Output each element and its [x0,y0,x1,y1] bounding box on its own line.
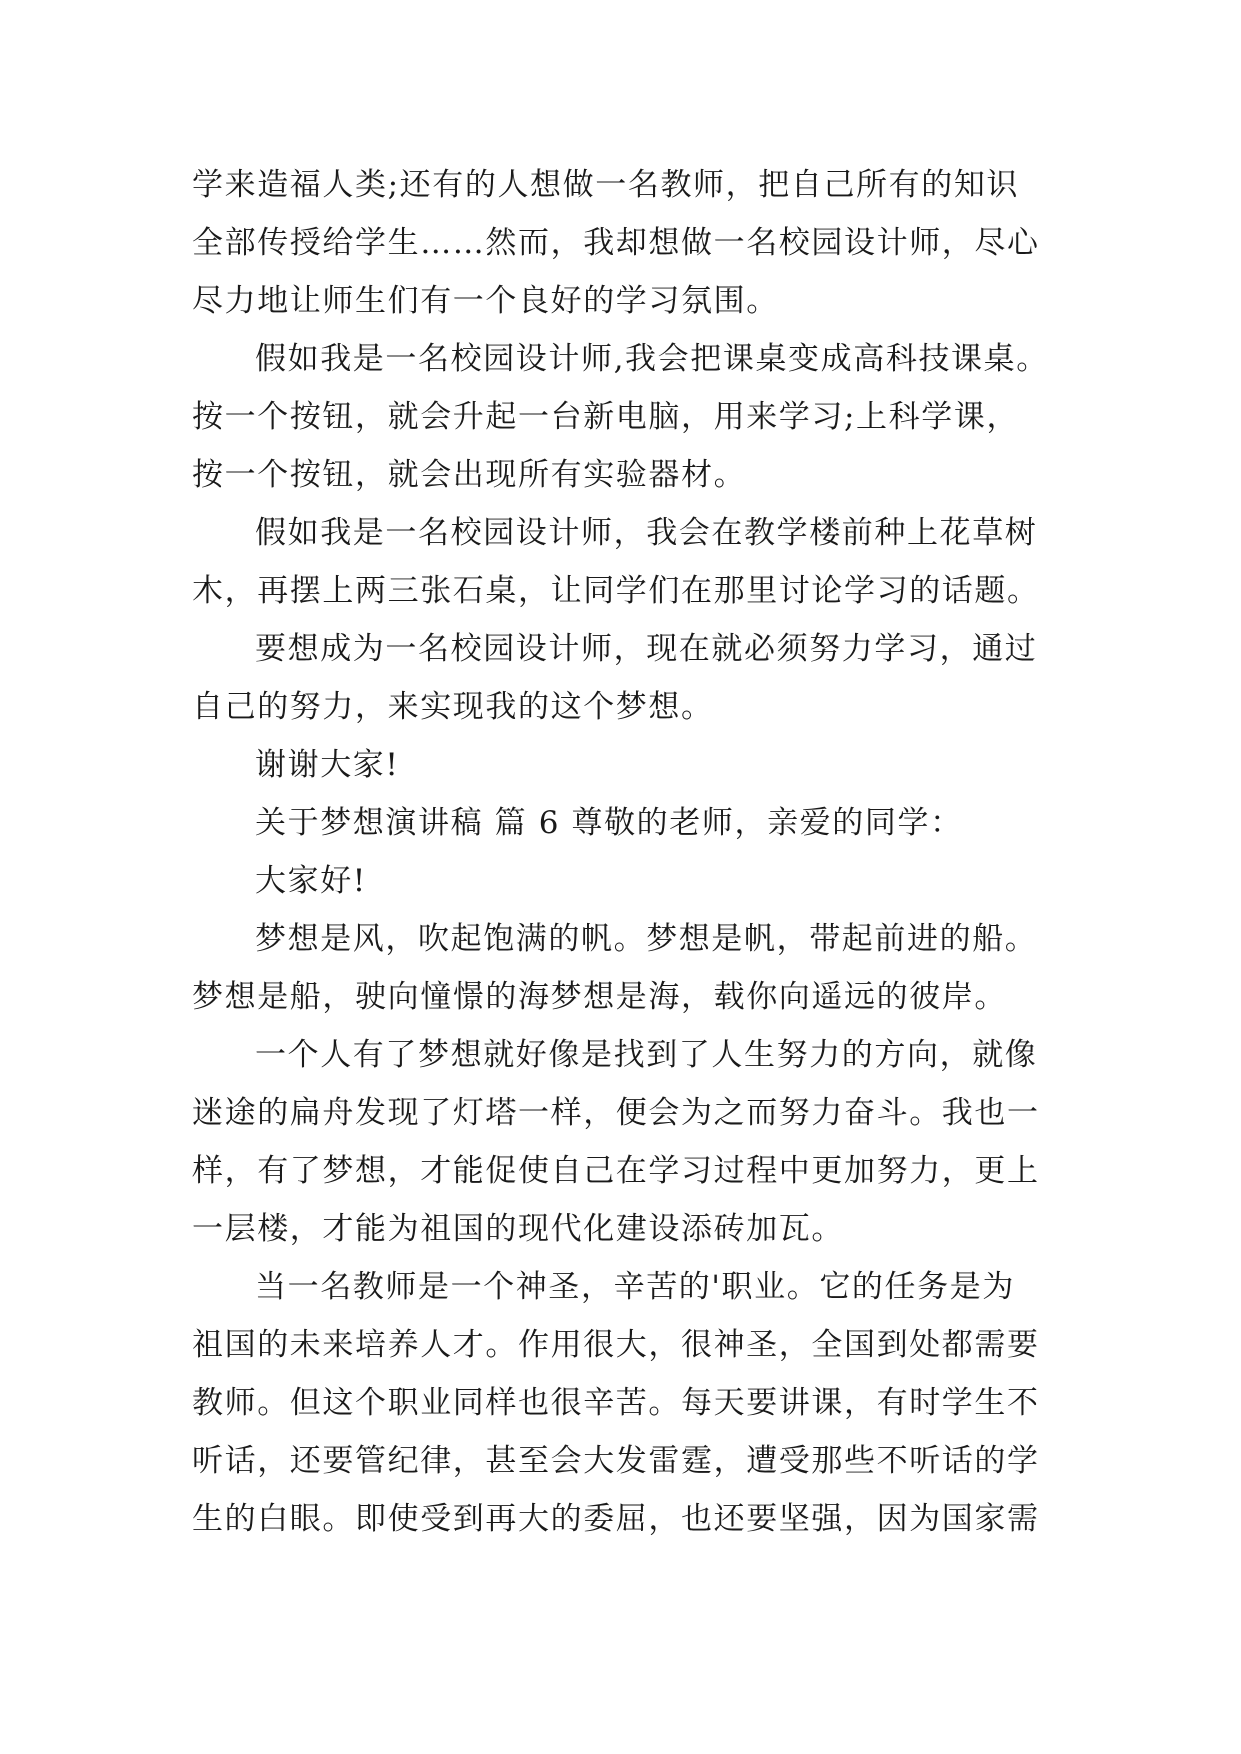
text-line: 祖国的未来培养人才。作用很大，很神圣，全国到处都需要 [192,1327,1040,1363]
text-line: 尽力地让师生们有一个良好的学习氛围。 [192,283,779,319]
text-line: 木，再摆上两三张石桌，让同学们在那里讨论学习的话题。 [192,573,1040,609]
text-line: 学来造福人类;还有的人想做一名教师，把自己所有的知识 [192,167,1020,203]
text-line: 按一个按钮，就会出现所有实验器材。 [192,457,747,493]
text-line: 教师。但这个职业同样也很辛苦。每天要讲课，有时学生不 [192,1385,1040,1421]
text-line: 当一名教师是一个神圣，辛苦的'职业。它的任务是为 [255,1269,1015,1305]
text-line: 样，有了梦想，才能促使自己在学习过程中更加努力，更上 [192,1153,1040,1189]
text-line: 一层楼，才能为祖国的现代化建设添砖加瓦。 [192,1211,844,1247]
text-line: 假如我是一名校园设计师，我会在教学楼前种上花草树 [255,515,1038,551]
text-line: 按一个按钮，就会升起一台新电脑，用来学习;上科学课， [192,399,1020,435]
text-line: 迷途的扁舟发现了灯塔一样，便会为之而努力奋斗。我也一 [192,1095,1040,1131]
text-line: 自己的努力，来实现我的这个梦想。 [192,689,714,725]
text-line: 梦想是风，吹起饱满的帆。梦想是帆，带起前进的船。 [255,921,1038,957]
text-line: 生的白眼。即使受到再大的委屈，也还要坚强，因为国家需 [192,1501,1040,1537]
text-line: 谢谢大家! [255,747,400,783]
text-line: 大家好! [255,863,367,899]
text-line: 全部传授给学生……然而，我却想做一名校园设计师，尽心 [192,225,1040,261]
text-line: 听话，还要管纪律，甚至会大发雷霆，遭受那些不听话的学 [192,1443,1040,1479]
section-heading: 关于梦想演讲稿 篇 6 尊敬的老师，亲爱的同学： [255,805,963,841]
text-line: 一个人有了梦想就好像是找到了人生努力的方向，就像 [255,1037,1038,1073]
text-line: 要想成为一名校园设计师，现在就必须努力学习，通过 [255,631,1038,667]
text-line: 梦想是船，驶向憧憬的海梦想是海，载你向遥远的彼岸。 [192,979,1007,1015]
text-line: 假如我是一名校园设计师,我会把课桌变成高科技课桌。 [255,341,1049,377]
